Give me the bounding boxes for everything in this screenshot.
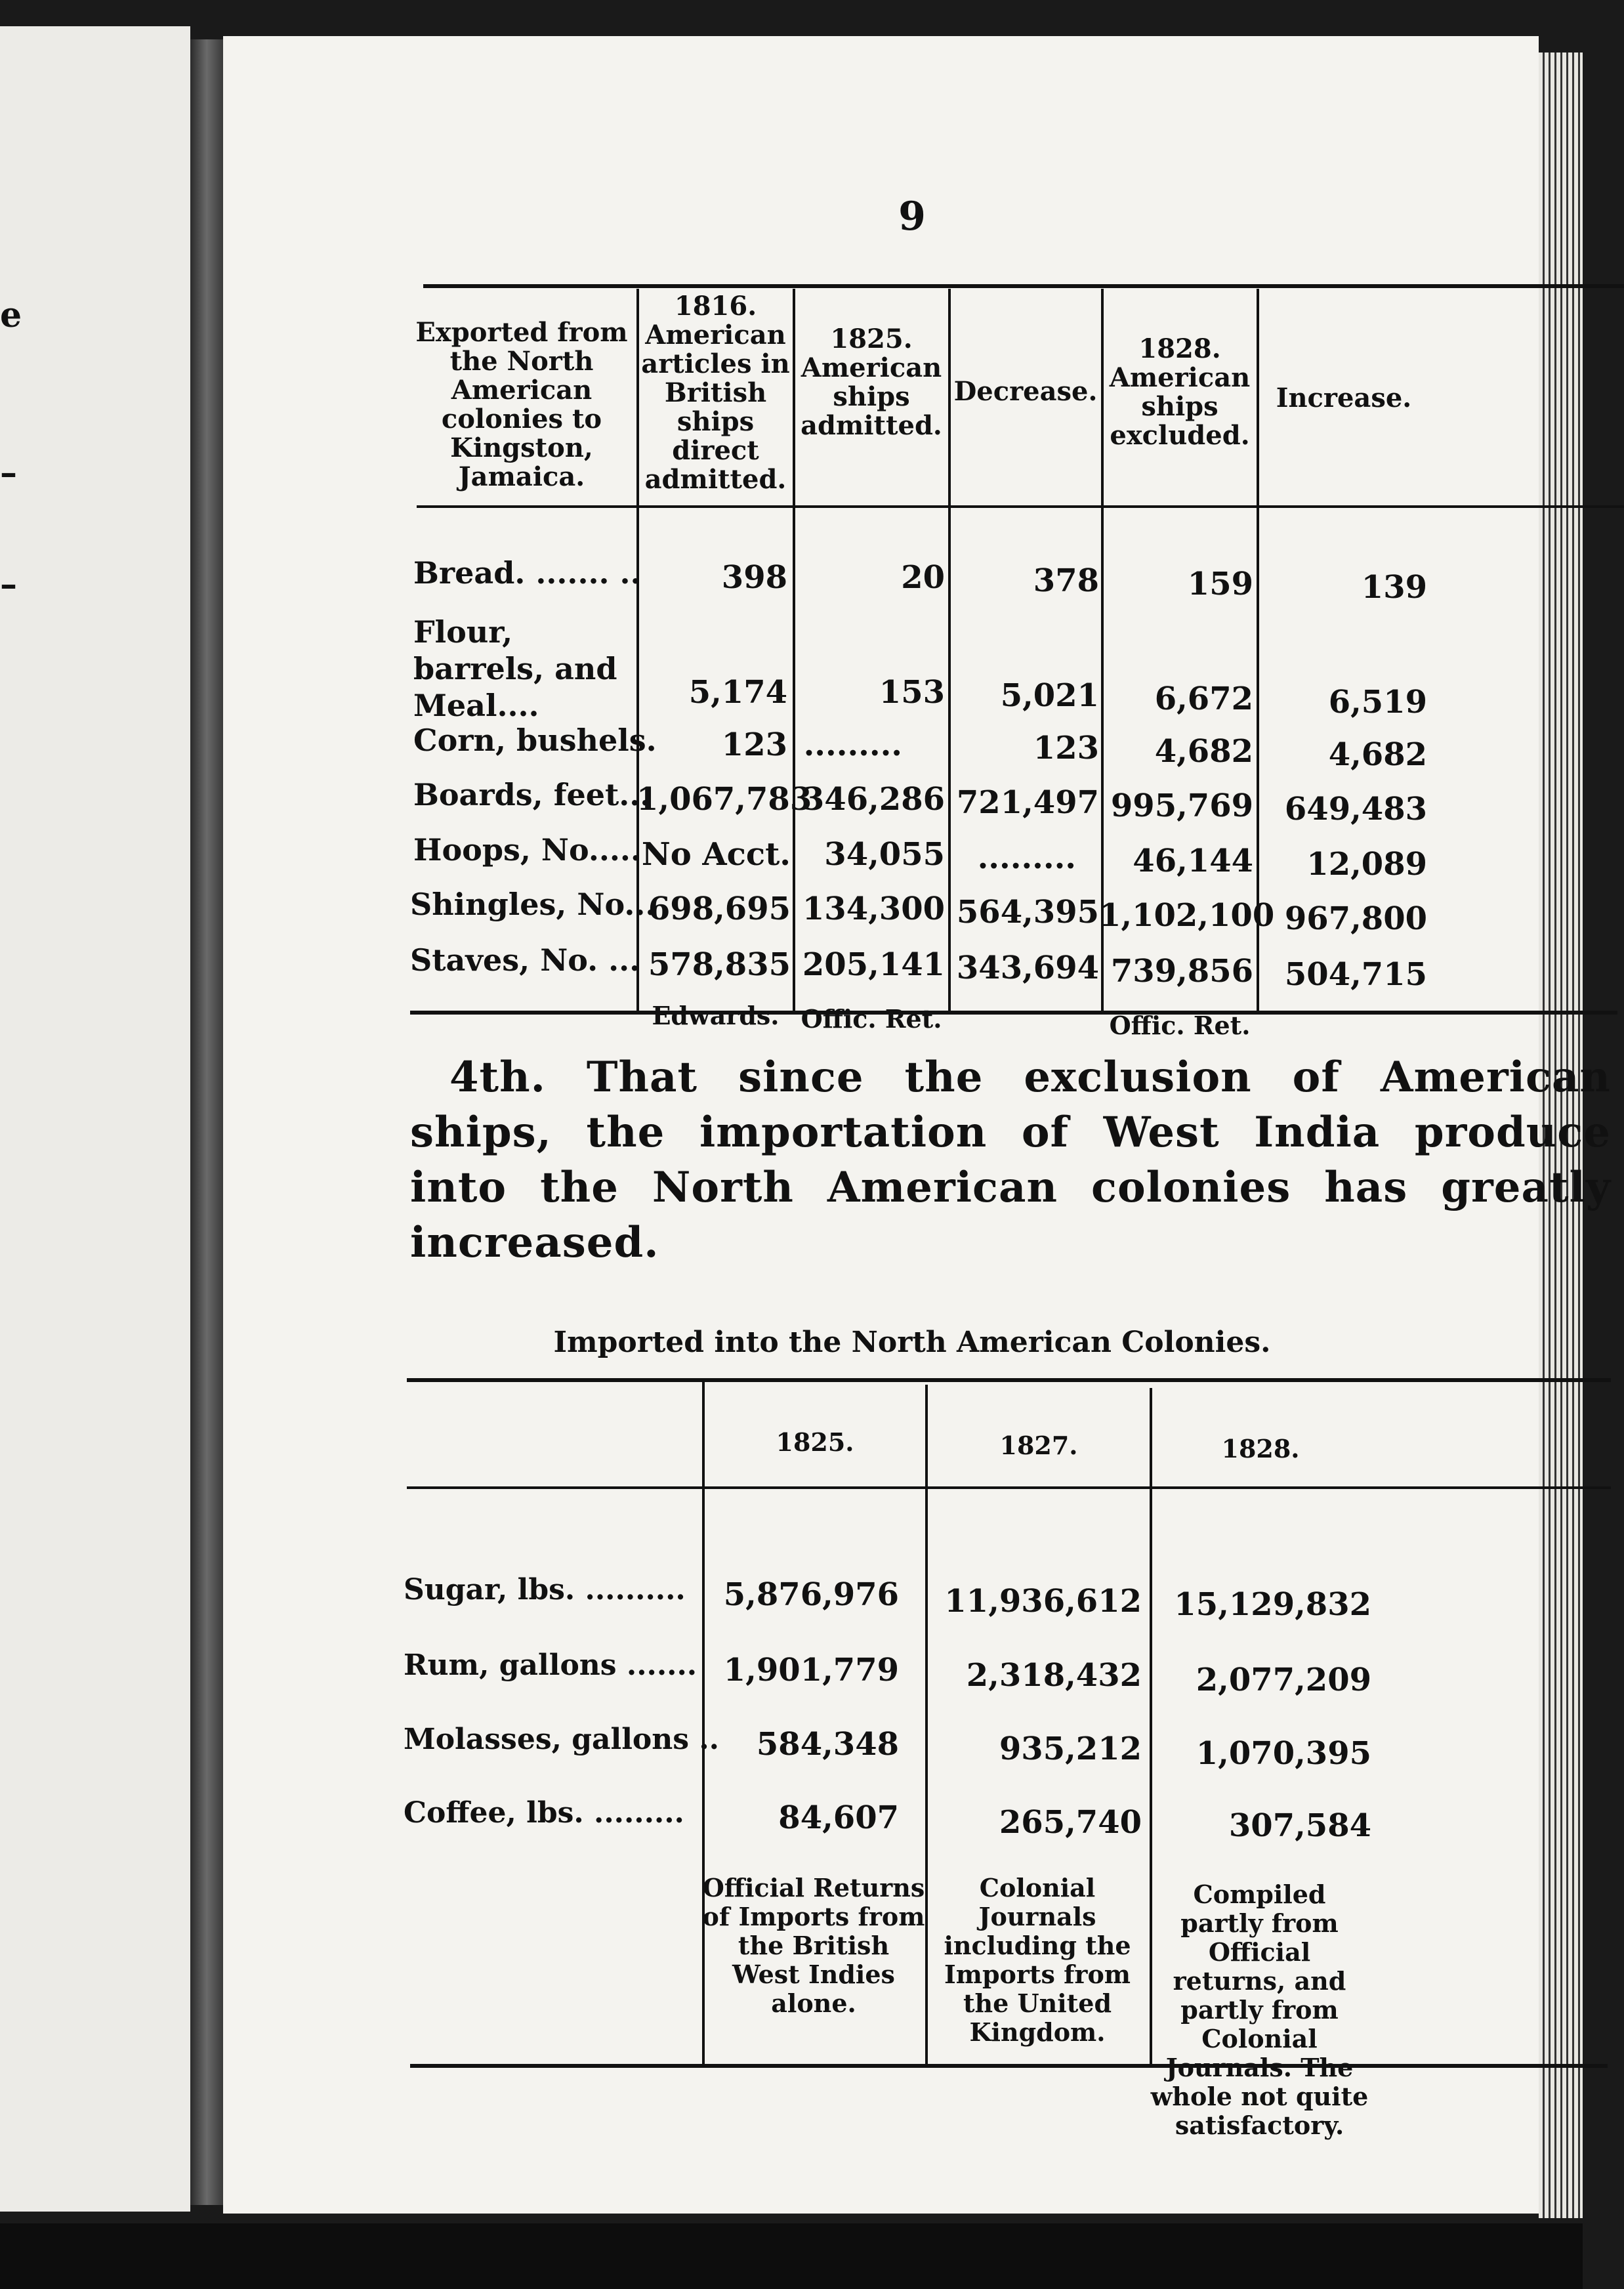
table-cell: 967,800 [1284,900,1427,937]
word: 4th. [449,1053,546,1102]
source-note: Colonial Journals including the Imports from the United Kingdom. [944,1873,1131,2047]
paragraph-line [410,1105,1611,1160]
word: the [586,1108,665,1157]
word: colonies [1091,1163,1291,1212]
table-cell: 398 [721,559,787,596]
table-cell: 139 [1361,569,1427,606]
table-cell: 721,497 [956,784,1099,821]
table-cell: 995,769 [1110,788,1253,824]
table-cell: No Acct. [641,836,791,873]
table-cell: 307,584 [1228,1807,1371,1844]
table-cell: 346,286 [802,781,945,818]
book-gutter [190,39,223,2205]
table-cell: 134,300 [802,891,945,927]
table-cell: 159 [1187,566,1253,602]
table-cell: 584,348 [756,1726,899,1763]
paragraph-line [410,1160,1611,1215]
table-cell: 5,021 [1000,677,1099,714]
word: the [904,1053,984,1102]
table-cell: 4,682 [1328,736,1427,773]
row-label: Bread. ....... .. [413,555,641,591]
table-cell: 11,936,612 [944,1583,1142,1620]
table-cell: 343,694 [956,950,1099,986]
row-label: Flour, barrels, and Meal.... [413,614,617,723]
row-label: Staves, No. ... [410,942,640,978]
facing-page-dash: – [0,564,17,604]
source-note: Official Returns of Imports from the British West Indies alone. [702,1873,925,2018]
word: That [586,1053,698,1102]
paragraph-line [410,1215,1611,1270]
page-number: 9 [898,194,926,240]
table-cell: 15,129,832 [1174,1586,1371,1623]
table-cell: 205,141 [802,946,945,983]
paragraph-line [410,1050,1611,1105]
table-cell: 5,876,976 [723,1576,899,1613]
table-cell: ......... [803,726,902,763]
source-note: Offic. Ret. [1109,1011,1251,1040]
row-label: Hoops, No..... [413,832,641,868]
table-cell: 2,318,432 [966,1657,1142,1694]
table-cell: 649,483 [1284,791,1427,828]
column-header: 1828. American ships excluded. [1109,333,1251,451]
row-label: Coffee, lbs. ......... [404,1796,684,1830]
table-rule-header [417,505,1624,508]
column-header: 1816. American articles in British ships direct admitted. [641,291,790,495]
facing-page-letter: e [0,295,22,335]
table-cell: 265,740 [999,1804,1142,1841]
table-cell: 564,395 [956,894,1099,931]
year-header: 1825. [776,1427,854,1457]
word: ships, [410,1108,552,1157]
table-cell: 935,212 [999,1731,1142,1767]
table-caption: Imported into the North American Colonies. [553,1326,1271,1359]
word: greatly [1441,1163,1611,1212]
table-cell: 378 [1033,562,1099,599]
year-header: 1828. [1221,1434,1300,1463]
table-cell: 153 [879,674,945,711]
table-cell: 123 [1033,730,1099,766]
table-rule-header [407,1486,1611,1489]
table-cell: 6,519 [1328,684,1427,721]
word: American [1380,1053,1611,1102]
table-cell: 5,174 [688,674,787,711]
document-page [223,36,1611,2214]
facing-page-dash: – [0,453,17,493]
word: produce [1414,1108,1611,1157]
column-header: Decrease. [953,376,1098,407]
year-header: 1827. [999,1431,1078,1460]
column-header: Exported from the North American colonies to Kingston, Jamaica. [415,317,628,492]
scan-background [0,2223,1583,2289]
source-note: Compiled partly from Official returns, and partly from Colonial Journals. The whole not quite satisfactory. [1150,1880,1369,2140]
word: India [1254,1108,1381,1157]
word: of [1021,1108,1070,1157]
table-rule-bottom [410,1011,1617,1015]
word: the [540,1163,619,1212]
row-label: Molasses, gallons .. [404,1723,719,1756]
table-cell: 578,835 [648,946,791,983]
table-cell: 46,144 [1133,843,1253,879]
table-cell: 1,070,395 [1196,1735,1371,1772]
word: West [1103,1108,1220,1157]
row-label: Corn, bushels. [413,723,657,758]
source-note: Edwards. [652,1001,780,1030]
table-cell: 698,695 [648,891,791,927]
table-rule-top [423,284,1624,288]
word: American [827,1163,1058,1212]
column-header: Increase. [1276,383,1412,413]
table-rule-bottom [410,2064,1608,2068]
table-cell: 34,055 [824,836,945,873]
table-cell: 6,672 [1154,681,1253,717]
word: North [652,1163,794,1212]
table-rule-top [407,1378,1611,1382]
table-cell: 20 [901,559,945,596]
row-label: Boards, feet... [413,777,651,812]
table-cell: 504,715 [1284,956,1427,993]
column-header: 1825. American ships admitted. [801,324,942,441]
table-cell: 1,901,779 [723,1652,899,1689]
table-cell: 1,067,783 [636,781,812,818]
word: into [410,1163,507,1212]
table-cell: 12,089 [1306,846,1427,883]
word: of [1292,1053,1340,1102]
body-paragraph [410,1050,1611,1270]
word: exclusion [1024,1053,1252,1102]
source-note: Offic. Ret. [801,1004,942,1034]
table-cell: 123 [721,726,787,763]
table-cell: 1,102,100 [1099,897,1275,934]
row-label: Shingles, No... [410,887,656,922]
table-cell: 84,607 [778,1799,899,1836]
word: has [1324,1163,1408,1212]
facing-page-edge [0,26,190,2212]
word: increased. [410,1218,659,1267]
table-cell: 4,682 [1154,733,1253,770]
table-cell: ......... [977,839,1076,876]
word: importation [699,1108,988,1157]
table-cell: 2,077,209 [1196,1662,1371,1698]
table-cell: 739,856 [1110,953,1253,990]
row-label: Rum, gallons ....... [404,1648,697,1682]
row-label: Sugar, lbs. .......... [404,1573,686,1606]
word: since [738,1053,864,1102]
